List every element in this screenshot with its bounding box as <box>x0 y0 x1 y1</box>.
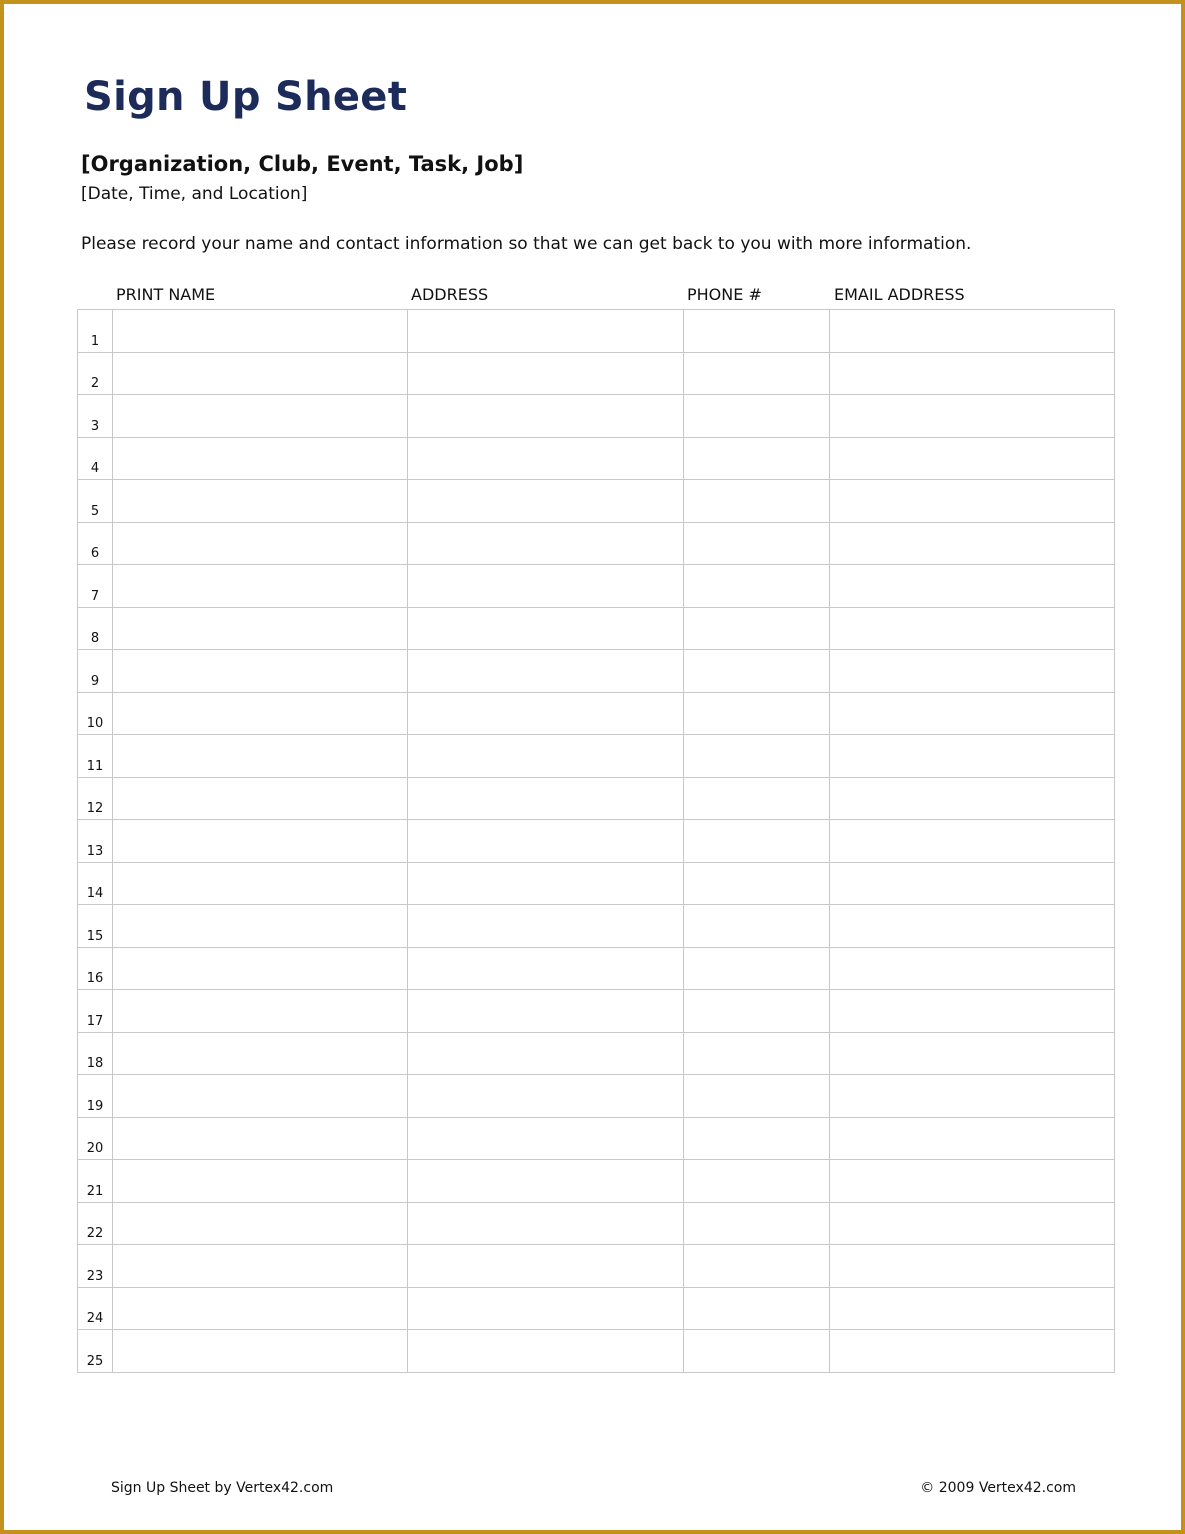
address-cell[interactable] <box>408 777 684 820</box>
phone-cell[interactable] <box>684 565 830 608</box>
table-row <box>78 1032 1115 1075</box>
phone-cell[interactable] <box>684 1117 830 1160</box>
phone-cell[interactable] <box>684 480 830 523</box>
email-cell[interactable] <box>830 650 1115 693</box>
email-cell[interactable] <box>830 1245 1115 1288</box>
email-cell[interactable] <box>830 1160 1115 1203</box>
email-cell[interactable] <box>830 1330 1115 1373</box>
row-number: 19 <box>78 1075 113 1118</box>
name-cell[interactable] <box>113 1287 408 1330</box>
table-row <box>78 352 1115 395</box>
table-row <box>78 565 1115 608</box>
address-cell[interactable] <box>408 1287 684 1330</box>
row-number: 16 <box>78 947 113 990</box>
address-cell[interactable] <box>408 862 684 905</box>
phone-cell[interactable] <box>684 735 830 778</box>
phone-cell[interactable] <box>684 522 830 565</box>
name-cell[interactable] <box>113 777 408 820</box>
phone-cell[interactable] <box>684 1245 830 1288</box>
row-number: 18 <box>78 1032 113 1075</box>
name-cell[interactable] <box>113 862 408 905</box>
email-cell[interactable] <box>830 990 1115 1033</box>
table-row <box>78 1330 1115 1373</box>
row-number: 4 <box>78 437 113 480</box>
table-row <box>78 692 1115 735</box>
page-title: Sign Up Sheet <box>84 74 408 120</box>
table-row <box>78 735 1115 778</box>
date-placeholder: [Date, Time, and Location] <box>81 184 308 204</box>
address-cell[interactable] <box>408 990 684 1033</box>
email-cell[interactable] <box>830 1075 1115 1118</box>
email-cell[interactable] <box>830 735 1115 778</box>
row-number: 11 <box>78 735 113 778</box>
phone-cell[interactable] <box>684 692 830 735</box>
signup-table-body <box>78 310 1115 1373</box>
address-cell[interactable] <box>408 1330 684 1373</box>
row-number: 25 <box>78 1330 113 1373</box>
header-address: ADDRESS <box>411 285 489 304</box>
table-row <box>78 947 1115 990</box>
table-row <box>78 777 1115 820</box>
table-row <box>78 990 1115 1033</box>
phone-cell[interactable] <box>684 990 830 1033</box>
row-number: 7 <box>78 565 113 608</box>
table-row <box>78 395 1115 438</box>
table-row <box>78 1160 1115 1203</box>
row-number: 20 <box>78 1117 113 1160</box>
email-cell[interactable] <box>830 607 1115 650</box>
name-cell[interactable] <box>113 522 408 565</box>
phone-cell[interactable] <box>684 1202 830 1245</box>
email-cell[interactable] <box>830 947 1115 990</box>
name-cell[interactable] <box>113 480 408 523</box>
name-cell[interactable] <box>113 1330 408 1373</box>
phone-cell[interactable] <box>684 395 830 438</box>
name-cell[interactable] <box>113 1117 408 1160</box>
email-cell[interactable] <box>830 352 1115 395</box>
name-cell[interactable] <box>113 650 408 693</box>
address-cell[interactable] <box>408 395 684 438</box>
name-cell[interactable] <box>113 1032 408 1075</box>
address-cell[interactable] <box>408 1202 684 1245</box>
table-row <box>78 480 1115 523</box>
phone-cell[interactable] <box>684 1075 830 1118</box>
address-cell[interactable] <box>408 310 684 353</box>
name-cell[interactable] <box>113 1202 408 1245</box>
row-number: 15 <box>78 905 113 948</box>
name-cell[interactable] <box>113 1075 408 1118</box>
email-cell[interactable] <box>830 1032 1115 1075</box>
address-cell[interactable] <box>408 1075 684 1118</box>
email-cell[interactable] <box>830 565 1115 608</box>
email-cell[interactable] <box>830 395 1115 438</box>
name-cell[interactable] <box>113 820 408 863</box>
email-cell[interactable] <box>830 1202 1115 1245</box>
email-cell[interactable] <box>830 862 1115 905</box>
table-row <box>78 1075 1115 1118</box>
header-email-address: EMAIL ADDRESS <box>834 285 965 304</box>
address-cell[interactable] <box>408 820 684 863</box>
name-cell[interactable] <box>113 1160 408 1203</box>
phone-cell[interactable] <box>684 352 830 395</box>
row-number: 9 <box>78 650 113 693</box>
email-cell[interactable] <box>830 692 1115 735</box>
phone-cell[interactable] <box>684 650 830 693</box>
table-row <box>78 1245 1115 1288</box>
email-cell[interactable] <box>830 777 1115 820</box>
row-number: 5 <box>78 480 113 523</box>
phone-cell[interactable] <box>684 1160 830 1203</box>
table-row <box>78 905 1115 948</box>
row-number: 23 <box>78 1245 113 1288</box>
table-row <box>78 1287 1115 1330</box>
address-cell[interactable] <box>408 522 684 565</box>
header-phone: PHONE # <box>687 285 762 304</box>
row-number: 12 <box>78 777 113 820</box>
header-print-name: PRINT NAME <box>116 285 216 304</box>
address-cell[interactable] <box>408 692 684 735</box>
address-cell[interactable] <box>408 480 684 523</box>
name-cell[interactable] <box>113 692 408 735</box>
phone-cell[interactable] <box>684 437 830 480</box>
email-cell[interactable] <box>830 522 1115 565</box>
table-row <box>78 1202 1115 1245</box>
row-number: 10 <box>78 692 113 735</box>
address-cell[interactable] <box>408 1117 684 1160</box>
phone-cell[interactable] <box>684 777 830 820</box>
row-number: 2 <box>78 352 113 395</box>
instructions-text: Please record your name and contact information so that we can get back to you with more information. <box>81 234 972 254</box>
address-cell[interactable] <box>408 650 684 693</box>
email-cell[interactable] <box>830 1117 1115 1160</box>
phone-cell[interactable] <box>684 947 830 990</box>
footer-credit: Sign Up Sheet by Vertex42.com <box>111 1480 334 1496</box>
address-cell[interactable] <box>408 607 684 650</box>
row-number: 13 <box>78 820 113 863</box>
organization-placeholder: [Organization, Club, Event, Task, Job] <box>81 152 524 176</box>
table-row <box>78 1117 1115 1160</box>
table-row <box>78 437 1115 480</box>
address-cell[interactable] <box>408 437 684 480</box>
email-cell[interactable] <box>830 310 1115 353</box>
address-cell[interactable] <box>408 1245 684 1288</box>
email-cell[interactable] <box>830 437 1115 480</box>
address-cell[interactable] <box>408 735 684 778</box>
row-number: 3 <box>78 395 113 438</box>
email-cell[interactable] <box>830 905 1115 948</box>
name-cell[interactable] <box>113 1245 408 1288</box>
phone-cell[interactable] <box>684 820 830 863</box>
address-cell[interactable] <box>408 1160 684 1203</box>
name-cell[interactable] <box>113 310 408 353</box>
table-row <box>78 607 1115 650</box>
name-cell[interactable] <box>113 947 408 990</box>
name-cell[interactable] <box>113 607 408 650</box>
email-cell[interactable] <box>830 820 1115 863</box>
name-cell[interactable] <box>113 395 408 438</box>
phone-cell[interactable] <box>684 862 830 905</box>
name-cell[interactable] <box>113 905 408 948</box>
row-number: 1 <box>78 310 113 353</box>
table-row <box>78 522 1115 565</box>
email-cell[interactable] <box>830 480 1115 523</box>
row-number: 21 <box>78 1160 113 1203</box>
table-row <box>78 820 1115 863</box>
row-number: 8 <box>78 607 113 650</box>
row-number: 24 <box>78 1287 113 1330</box>
address-cell[interactable] <box>408 947 684 990</box>
phone-cell[interactable] <box>684 607 830 650</box>
address-cell[interactable] <box>408 1032 684 1075</box>
address-cell[interactable] <box>408 352 684 395</box>
footer-copyright: © 2009 Vertex42.com <box>920 1480 1076 1496</box>
table-row <box>78 650 1115 693</box>
row-number: 6 <box>78 522 113 565</box>
name-cell[interactable] <box>113 437 408 480</box>
name-cell[interactable] <box>113 352 408 395</box>
phone-cell[interactable] <box>684 1032 830 1075</box>
table-row <box>78 862 1115 905</box>
phone-cell[interactable] <box>684 905 830 948</box>
row-number: 22 <box>78 1202 113 1245</box>
row-number: 17 <box>78 990 113 1033</box>
signup-table <box>77 309 1115 1373</box>
address-cell[interactable] <box>408 565 684 608</box>
phone-cell[interactable] <box>684 1287 830 1330</box>
name-cell[interactable] <box>113 565 408 608</box>
phone-cell[interactable] <box>684 1330 830 1373</box>
name-cell[interactable] <box>113 735 408 778</box>
address-cell[interactable] <box>408 905 684 948</box>
table-row <box>78 310 1115 353</box>
phone-cell[interactable] <box>684 310 830 353</box>
row-number: 14 <box>78 862 113 905</box>
email-cell[interactable] <box>830 1287 1115 1330</box>
name-cell[interactable] <box>113 990 408 1033</box>
